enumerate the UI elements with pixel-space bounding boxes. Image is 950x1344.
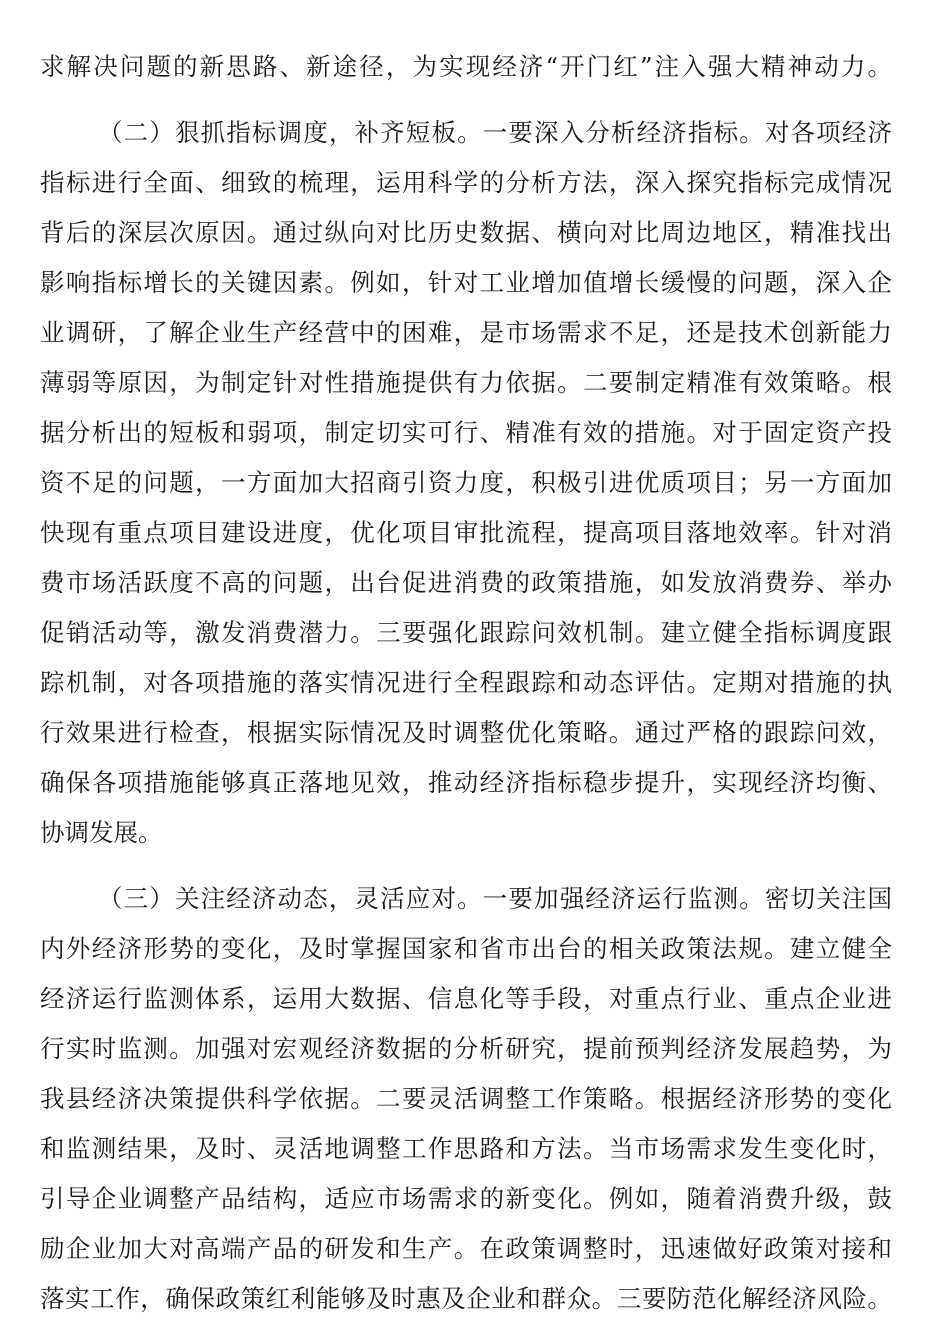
text-line: 费市场活跃度不高的问题，出台促进消费的政策措施，如发放消费券、举办 — [40, 568, 892, 597]
text-line: 引导企业调整产品结构，适应市场需求的新变化。例如，随着消费升级，鼓 — [40, 1184, 892, 1213]
text-line: 资不足的问题，一方面加大招商引资力度，积极引进优质项目；另一方面加 — [40, 468, 892, 497]
text-line: 业调研，了解企业生产经营中的困难，是市场需求不足，还是技术创新能力 — [40, 318, 892, 347]
text-line: 促销活动等，激发消费潜力。三要强化跟踪问效机制。建立健全指标调度跟 — [40, 618, 892, 647]
paragraph-heading-line: （二）狠抓指标调度，补齐短板。一要深入分析经济指标。对各项经济 — [98, 118, 892, 147]
text-line: 协调发展。 — [40, 818, 163, 847]
text-line: 据分析出的短板和弱项，制定切实可行、精准有效的措施。对于固定资产投 — [40, 418, 892, 447]
text-line: 落实工作，确保政策红利能够及时惠及企业和群众。三要防范化解经济风险。 — [40, 1284, 892, 1313]
paragraph-heading-line: （三）关注经济动态，灵活应对。一要加强经济运行监测。密切关注国 — [98, 884, 892, 913]
text-line: 指标进行全面、细致的梳理，运用科学的分析方法，深入探究指标完成情况 — [40, 168, 892, 197]
text-line: 经济运行监测体系，运用大数据、信息化等手段，对重点行业、重点企业进 — [40, 984, 892, 1013]
text-line: 行效果进行检查，根据实际情况及时调整优化策略。通过严格的跟踪问效， — [40, 718, 892, 747]
text-line: 内外经济形势的变化，及时掌握国家和省市出台的相关政策法规。建立健全 — [40, 934, 892, 963]
text-line: 快现有重点项目建设进度，优化项目审批流程，提高项目落地效率。针对消 — [40, 518, 892, 547]
text-line: 我县经济决策提供科学依据。二要灵活调整工作策略。根据经济形势的变化 — [40, 1084, 892, 1113]
text-line: 影响指标增长的关键因素。例如，针对工业增加值增长缓慢的问题，深入企 — [40, 268, 892, 297]
text-line: 薄弱等原因，为制定针对性措施提供有力依据。二要制定精准有效策略。根 — [40, 368, 892, 397]
text-line: 确保各项措施能够真正落地见效，推动经济指标稳步提升，实现经济均衡、 — [40, 768, 892, 797]
text-line: 行实时监测。加强对宏观经济数据的分析研究，提前预判经济发展趋势，为 — [40, 1034, 892, 1063]
text-line: 和监测结果，及时、灵活地调整工作思路和方法。当市场需求发生变化时， — [40, 1134, 892, 1163]
text-line: 励企业加大对高端产品的研发和生产。在政策调整时，迅速做好政策对接和 — [40, 1234, 892, 1263]
text-line: 求解决问题的新思路、新途径，为实现经济“开门红”注入强大精神动力。 — [40, 52, 892, 81]
text-line: 踪机制，对各项措施的落实情况进行全程跟踪和动态评估。定期对措施的执 — [40, 668, 892, 697]
text-line: 背后的深层次原因。通过纵向对比历史数据、横向对比周边地区，精准找出 — [40, 218, 892, 247]
